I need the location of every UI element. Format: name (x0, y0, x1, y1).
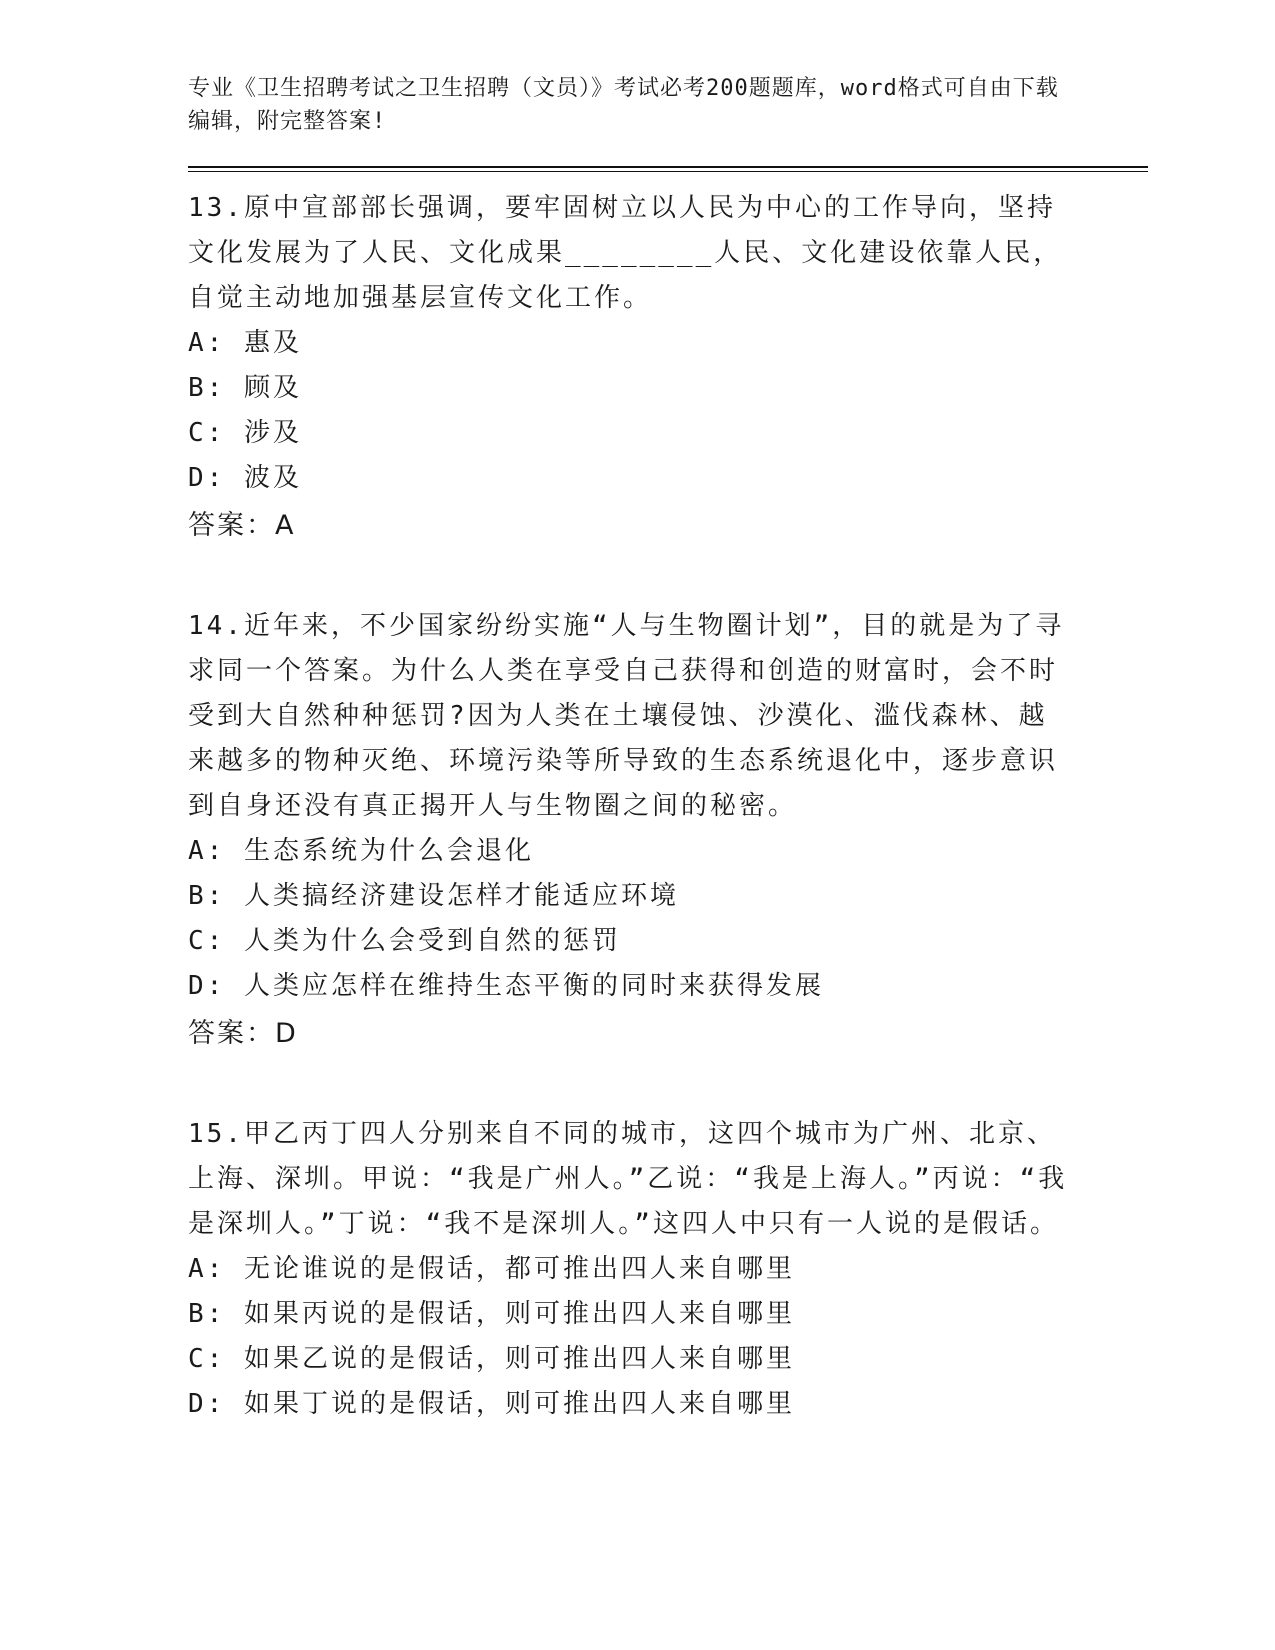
option-text: 顾及 (243, 373, 302, 403)
option-b (188, 366, 1148, 411)
option-key: A: (188, 836, 226, 866)
option-text: 惠及 (243, 328, 302, 358)
question-stem: 14.近年来，不少国家纷纷实施“人与生物圈计划”，目的就是为了寻求同一个答案。为什么人类在享受自己获得和创造的财富时，会不时受到大自然种种惩罚?因为人类在土壤侵蚀、沙漠化、滥伐森林、越来越多的物种灭绝、环境污染等所导致的生态系统退化中，逐步意识到自身还没有真正揭开人与生物圈之间的秘密。 (188, 611, 1065, 821)
option-d (188, 964, 1148, 1009)
option-key: A: (188, 328, 226, 358)
option-key: D: (188, 463, 226, 493)
option-c (188, 1337, 1148, 1382)
option-text: 涉及 (243, 418, 302, 448)
option-key: B: (188, 881, 226, 911)
option-key: B: (188, 373, 226, 403)
option-text: 无论谁说的是假话，都可推出四人来自哪里 (243, 1254, 795, 1284)
option-text: 生态系统为什么会退化 (243, 836, 534, 866)
option-text: 人类搞经济建设怎样才能适应环境 (243, 881, 679, 911)
header-divider (188, 166, 1148, 172)
option-key: D: (188, 971, 226, 1001)
document-header: 专业《卫生招聘考试之卫生招聘（文员）》考试必考200题题库，word格式可自由下载编辑，附完整答案! (188, 76, 1059, 134)
question-14 (188, 604, 1148, 1056)
option-text: 人类应怎样在维持生态平衡的同时来获得发展 (243, 971, 824, 1001)
option-text: 如果丁说的是假话，则可推出四人来自哪里 (243, 1389, 795, 1419)
option-a (188, 321, 1148, 366)
option-key: A: (188, 1254, 226, 1284)
answer-line: 答案：D (188, 1018, 298, 1049)
question-stem: 13.原中宣部部长强调，要牢固树立以人民为中心的工作导向，坚持文化发展为了人民、文化成果________人民、文化建设依靠人民，自觉主动地加强基层宣传文化工作。 (188, 193, 1063, 313)
option-key: C: (188, 418, 226, 448)
option-text: 人类为什么会受到自然的惩罚 (243, 926, 621, 956)
option-text: 波及 (243, 463, 302, 493)
option-b (188, 874, 1148, 919)
option-d (188, 456, 1148, 501)
option-c (188, 411, 1148, 456)
option-key: B: (188, 1299, 226, 1329)
answer-line: 答案：A (188, 510, 296, 541)
option-a (188, 1247, 1148, 1292)
option-b (188, 1292, 1148, 1337)
option-key: C: (188, 1344, 226, 1374)
question-15 (188, 1112, 1148, 1427)
document-page (188, 72, 1148, 1427)
option-text: 如果丙说的是假话，则可推出四人来自哪里 (243, 1299, 795, 1329)
option-text: 如果乙说的是假话，则可推出四人来自哪里 (243, 1344, 795, 1374)
question-13 (188, 186, 1148, 548)
option-c (188, 919, 1148, 964)
option-key: D: (188, 1389, 226, 1419)
option-key: C: (188, 926, 226, 956)
question-stem: 15.甲乙丙丁四人分别来自不同的城市，这四个城市为广州、北京、上海、深圳。甲说：“我是广州人。”乙说：“我是上海人。”丙说：“我是深圳人。”丁说：“我不是深圳人。”这四人中只有一人说的是假话。 (188, 1119, 1068, 1239)
option-d (188, 1382, 1148, 1427)
option-a (188, 829, 1148, 874)
